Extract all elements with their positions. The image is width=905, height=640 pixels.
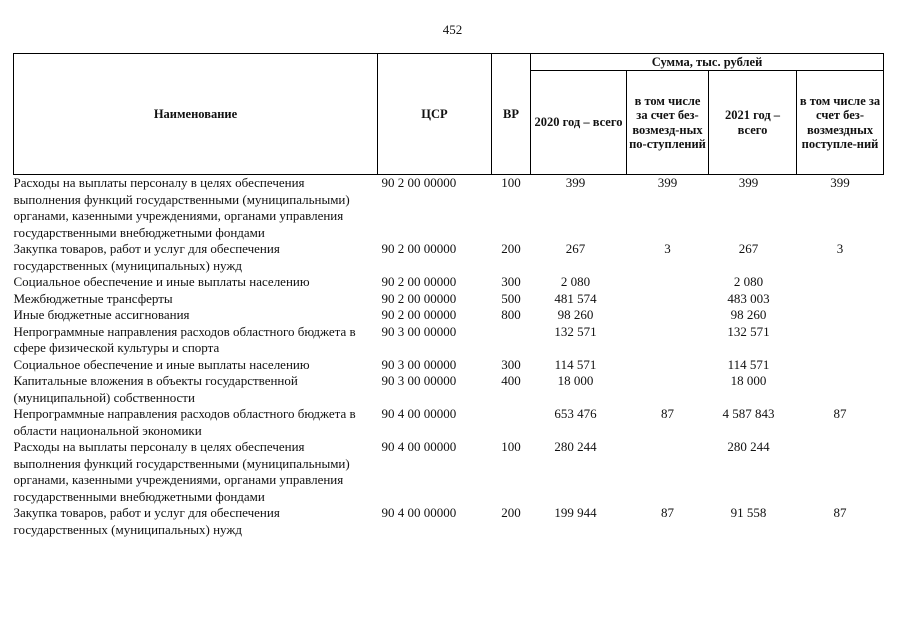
cell-2020-free: 87 — [661, 505, 674, 520]
cell-2021-total: 114 571 — [727, 356, 770, 372]
table-row — [14, 406, 884, 439]
table-row — [14, 291, 884, 308]
cell-2021-free: 399 — [830, 175, 850, 190]
cell-2020-free — [627, 324, 709, 357]
cell-name: Иные бюджетные ассигнования — [13, 307, 190, 322]
header-2020-free: в том числе за счет без-возмезд-ных по-ступлений — [627, 71, 709, 175]
cell-2021-total: 280 244 — [727, 439, 770, 454]
cell-2020-total: 267 — [565, 241, 586, 256]
cell-csr: 90 3 00 00000 — [381, 373, 457, 388]
header-sum-group: Сумма, тыс. рублей — [531, 54, 884, 71]
cell-2021-total: 2 080 — [733, 274, 764, 289]
cell-name: Расходы на выплаты персоналу в целях обеспечения выполнения функций государственными (муниципальными) органами, казенными учреждениями, органами управления государственными внебюджетными фондами — [13, 439, 350, 504]
cell-name: Капитальные вложения в объекты государственной (муниципальной) собственности — [13, 373, 298, 405]
cell-2021-free — [797, 307, 884, 324]
cell-name: Межбюджетные трансферты — [13, 290, 173, 306]
cell-2020-free — [627, 291, 709, 308]
cell-2020-free — [627, 274, 709, 291]
cell-2020-free — [627, 357, 709, 374]
cell-2021-free — [797, 291, 884, 308]
cell-vr: 100 — [501, 439, 521, 454]
header-csr: ЦСР — [378, 54, 492, 175]
header-name: Наименование — [14, 54, 378, 175]
cell-name: Социальное обеспечение и иные выплаты населению — [13, 356, 310, 372]
cell-2021-total: 98 260 — [730, 307, 767, 322]
cell-2020-total: 199 944 — [554, 505, 597, 520]
cell-2021-free — [797, 373, 884, 406]
header-2020-total: 2020 год – всего — [531, 71, 627, 175]
page-number: 452 — [442, 22, 463, 37]
cell-2020-free — [627, 307, 709, 324]
cell-name: Расходы на выплаты персоналу в целях обеспечения выполнения функций государственными (муниципальными) органами, казенными учреждениями, органами управления государственными внебюджетными фондами — [13, 175, 350, 240]
cell-2020-total: 98 260 — [557, 307, 594, 322]
cell-vr — [492, 324, 531, 357]
cell-2020-total: 132 571 — [554, 323, 597, 339]
table-row — [14, 307, 884, 324]
cell-name: Социальное обеспечение и иные выплаты населению — [13, 274, 310, 289]
cell-vr: 300 — [501, 356, 521, 372]
cell-name: Закупка товаров, работ и услуг для обеспечения государственных (муниципальных) нужд — [13, 241, 280, 273]
cell-2020-total: 481 574 — [554, 290, 597, 306]
cell-csr: 90 3 00 00000 — [381, 356, 457, 372]
cell-vr: 500 — [501, 290, 521, 306]
cell-2021-free — [797, 324, 884, 357]
cell-2020-free: 3 — [664, 241, 671, 256]
cell-2020-total: 114 571 — [554, 356, 597, 372]
cell-vr: 300 — [501, 274, 521, 289]
cell-2021-free — [797, 357, 884, 374]
cell-vr: 800 — [501, 307, 521, 322]
cell-2020-total: 2 080 — [560, 274, 591, 289]
header-vr: ВР — [492, 54, 531, 175]
cell-csr: 90 2 00 00000 — [381, 274, 457, 289]
cell-name: Непрограммные направления расходов областного бюджета в области национальной экономики — [13, 406, 356, 438]
cell-2021-total: 18 000 — [730, 373, 767, 388]
table-row — [14, 357, 884, 374]
cell-csr: 90 4 00 00000 — [381, 406, 457, 421]
table-header — [14, 54, 884, 175]
cell-csr: 90 4 00 00000 — [381, 505, 457, 520]
cell-2021-free: 87 — [833, 505, 847, 520]
cell-2021-free — [797, 274, 884, 291]
cell-csr: 90 3 00 00000 — [381, 323, 457, 339]
table-row — [14, 324, 884, 357]
table-body — [14, 175, 884, 539]
table-row — [14, 505, 884, 538]
table-row — [14, 175, 884, 242]
header-2021-total: 2021 год – всего — [709, 71, 797, 175]
cell-2020-total: 280 244 — [554, 439, 597, 454]
cell-csr: 90 2 00 00000 — [381, 241, 457, 256]
cell-2021-total: 483 003 — [727, 290, 770, 306]
budget-table — [13, 53, 884, 538]
cell-name: Закупка товаров, работ и услуг для обеспечения государственных (муниципальных) нужд — [13, 505, 280, 537]
cell-csr: 90 4 00 00000 — [381, 439, 457, 454]
cell-2021-total: 4 587 843 — [722, 406, 775, 421]
cell-2021-free: 87 — [833, 406, 847, 421]
table-row — [14, 373, 884, 406]
cell-csr: 90 2 00 00000 — [381, 307, 457, 322]
header-2021-free: в том числе за счет без-возмездных поступле-ний — [797, 71, 884, 175]
cell-2020-free: 399 — [657, 175, 678, 190]
cell-2021-total: 399 — [738, 175, 759, 190]
cell-vr: 200 — [501, 505, 521, 520]
cell-vr: 400 — [501, 373, 521, 388]
cell-vr: 200 — [501, 241, 521, 256]
cell-2020-free: 87 — [661, 406, 674, 421]
cell-2021-total: 91 558 — [730, 505, 767, 520]
cell-csr: 90 2 00 00000 — [381, 175, 457, 190]
table-row — [14, 241, 884, 274]
cell-2020-free — [627, 439, 709, 505]
cell-2021-total: 267 — [738, 241, 759, 256]
cell-2020-total: 653 476 — [554, 406, 597, 421]
table-row — [14, 439, 884, 505]
cell-csr: 90 2 00 00000 — [381, 290, 457, 306]
cell-2021-total: 132 571 — [727, 323, 770, 339]
cell-2020-total: 18 000 — [557, 373, 594, 388]
cell-2020-free — [627, 373, 709, 406]
cell-2020-total: 399 — [565, 175, 586, 190]
cell-name: Непрограммные направления расходов областного бюджета в сфере физической культуры и спорта — [13, 323, 356, 355]
cell-2021-free — [797, 439, 884, 505]
cell-vr — [492, 406, 531, 439]
cell-2021-free: 3 — [836, 241, 844, 256]
table-row — [14, 274, 884, 291]
cell-vr: 100 — [501, 175, 521, 190]
